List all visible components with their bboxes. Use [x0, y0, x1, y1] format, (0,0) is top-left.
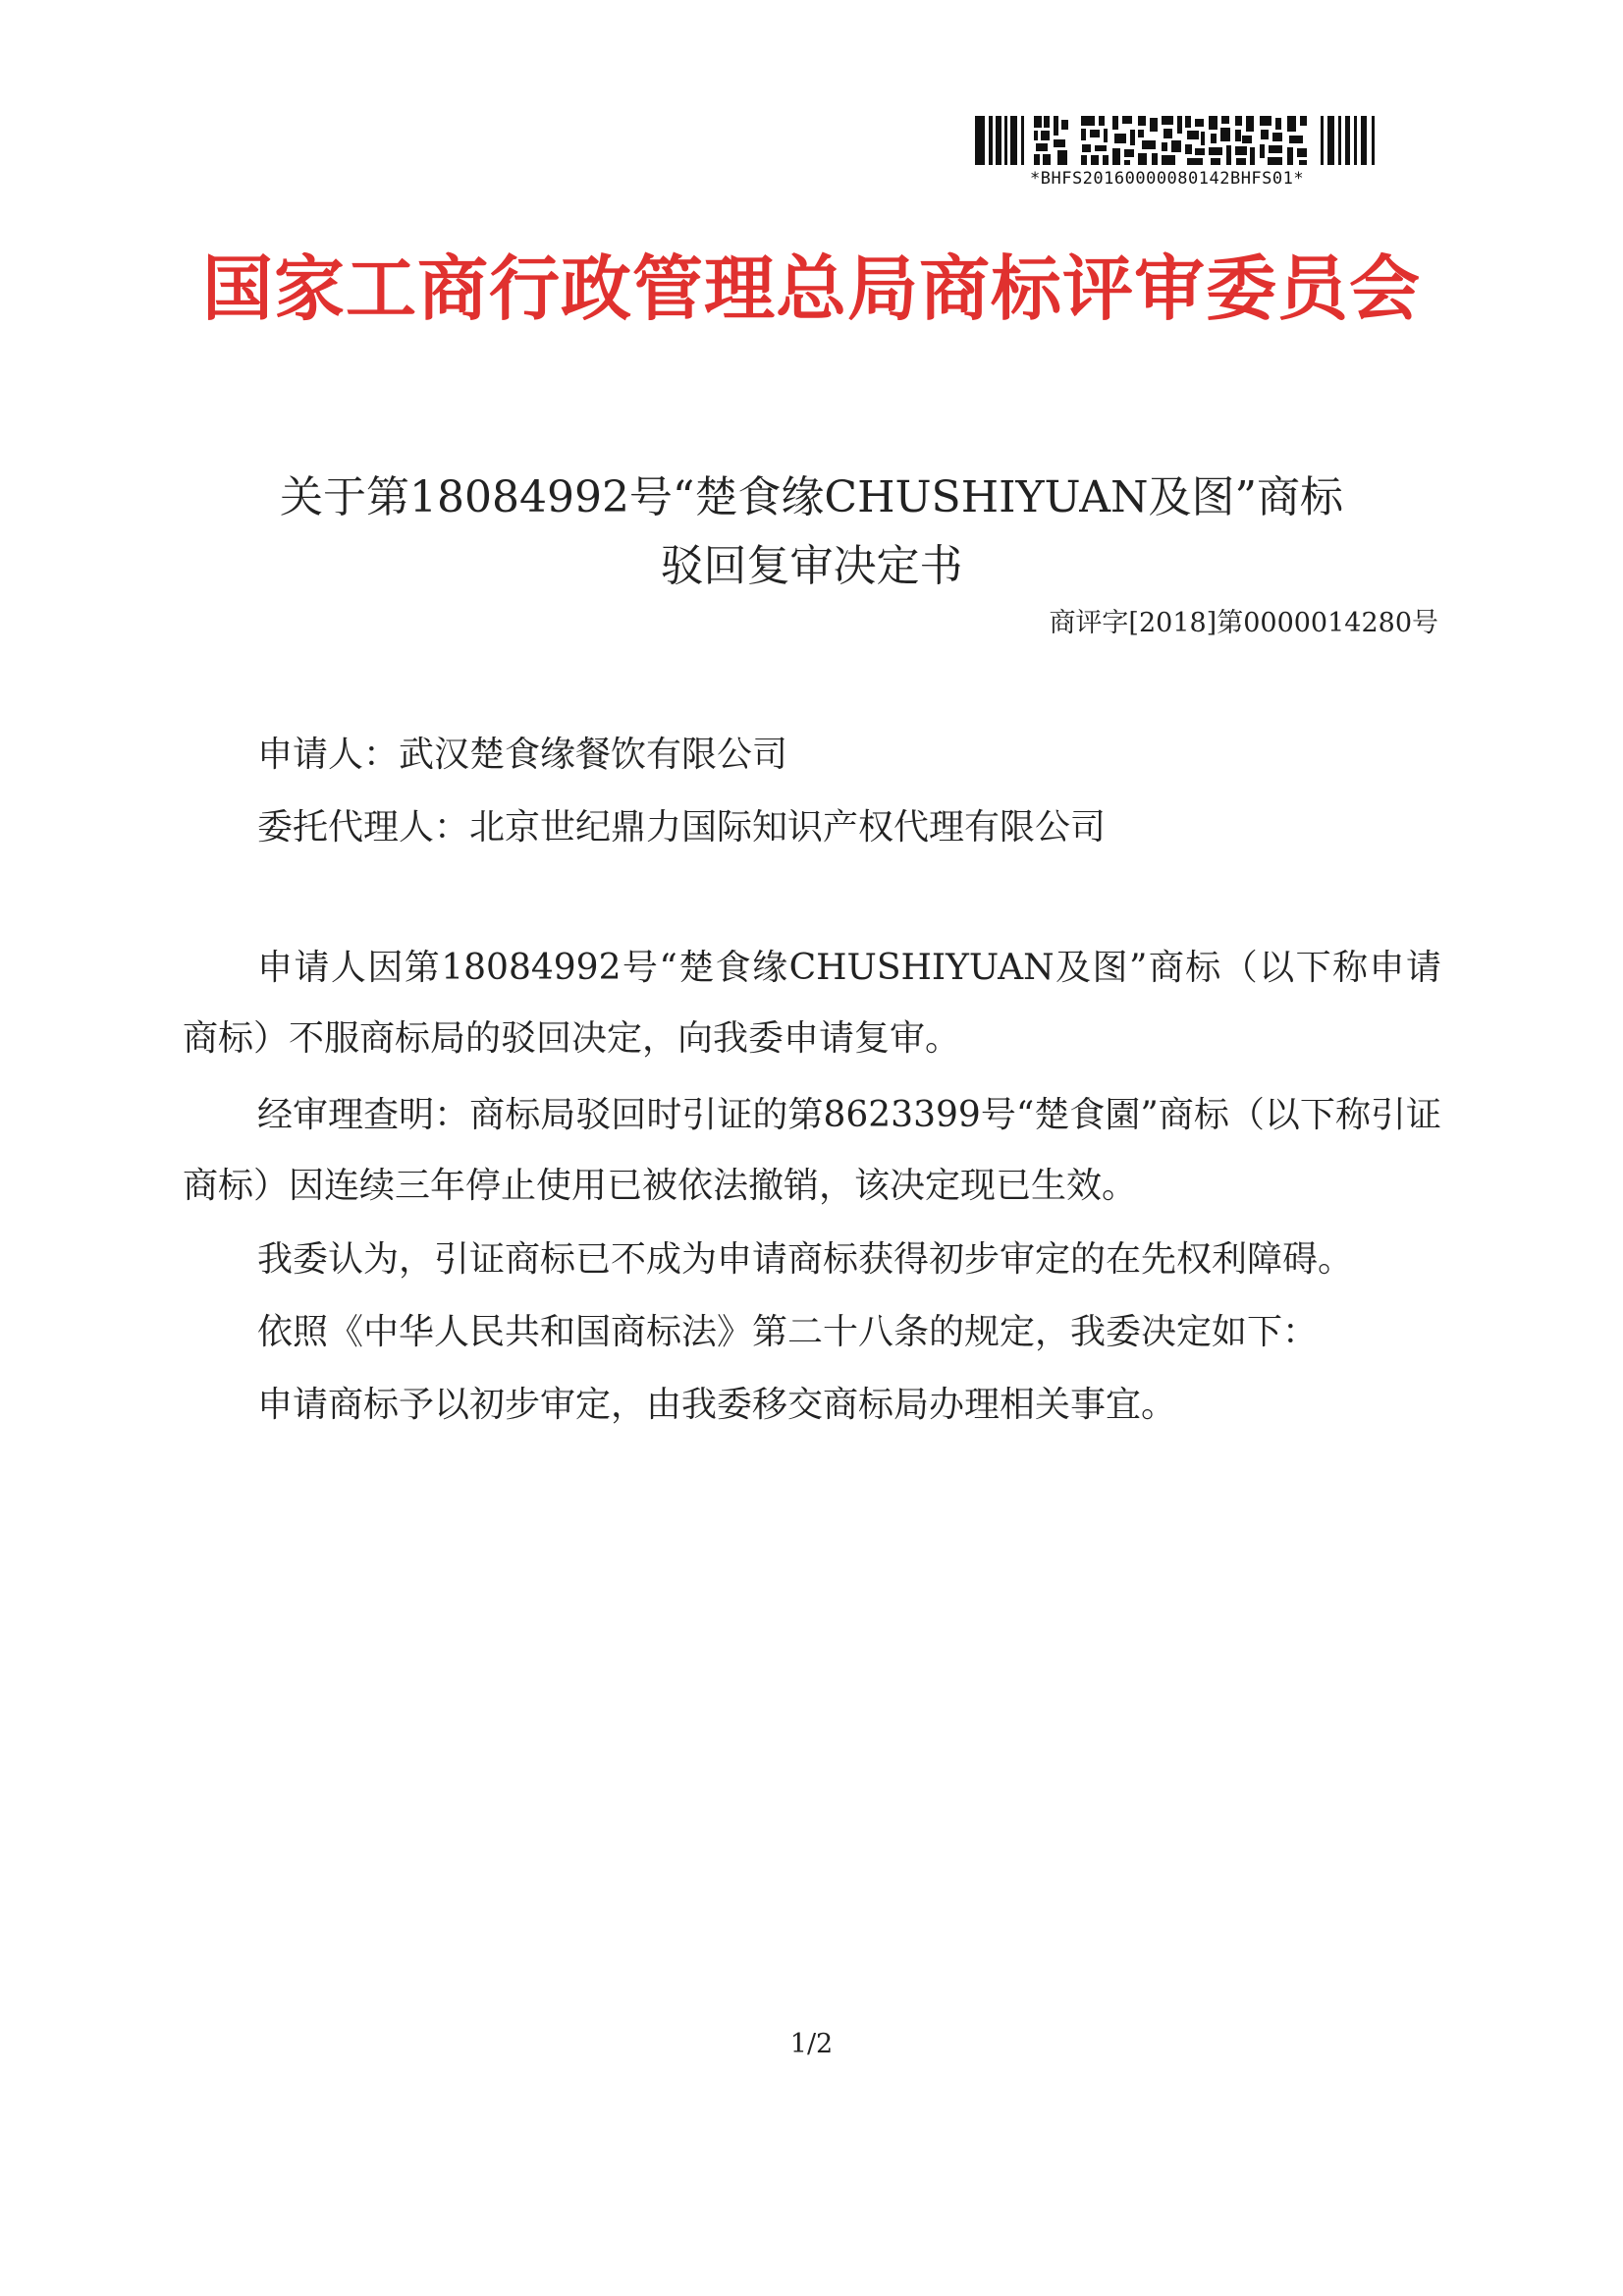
document-title-line1: 关于第18084992号“楚食缘CHUSHIYUAN及图”商标: [279, 472, 1343, 522]
document-number: 商评字[2018]第0000014280号: [1049, 608, 1438, 638]
barcode-text: *BHFS20160000080142BHFS01*: [1030, 169, 1305, 189]
body-paragraph: 申请商标予以初步审定，由我委移交商标局办理相关事宜。: [257, 1385, 1177, 1425]
barcode-graphic: [975, 116, 1381, 165]
body-paragraph: 经审理查明：商标局驳回时引证的第8623399号“楚食園”商标（以下称引证商标）因连续三年停止使用已被依法撤销，该决定现已生效。: [183, 1095, 1441, 1206]
agency-name-header: 国家工商行政管理总局商标评审委员会: [201, 247, 1421, 330]
document-barcode: [975, 116, 1387, 189]
applicant-line: 申请人：武汉楚食缘餐饮有限公司: [257, 735, 788, 775]
body-paragraph: 申请人因第18084992号“楚食缘CHUSHIYUAN及图”商标（以下称申请商标）不服商标局的驳回决定，向我委申请复审。: [183, 948, 1441, 1059]
document-title-line2: 驳回复审决定书: [660, 541, 963, 591]
page-number: 1/2: [789, 2029, 834, 2059]
body-paragraph: 我委认为，引证商标已不成为申请商标获得初步审定的在先权利障碍。: [257, 1239, 1354, 1280]
agent-line: 委托代理人：北京世纪鼎力国际知识产权代理有限公司: [257, 807, 1107, 847]
body-paragraph: 依照《中华人民共和国商标法》第二十八条的规定，我委决定如下：: [257, 1312, 1319, 1352]
